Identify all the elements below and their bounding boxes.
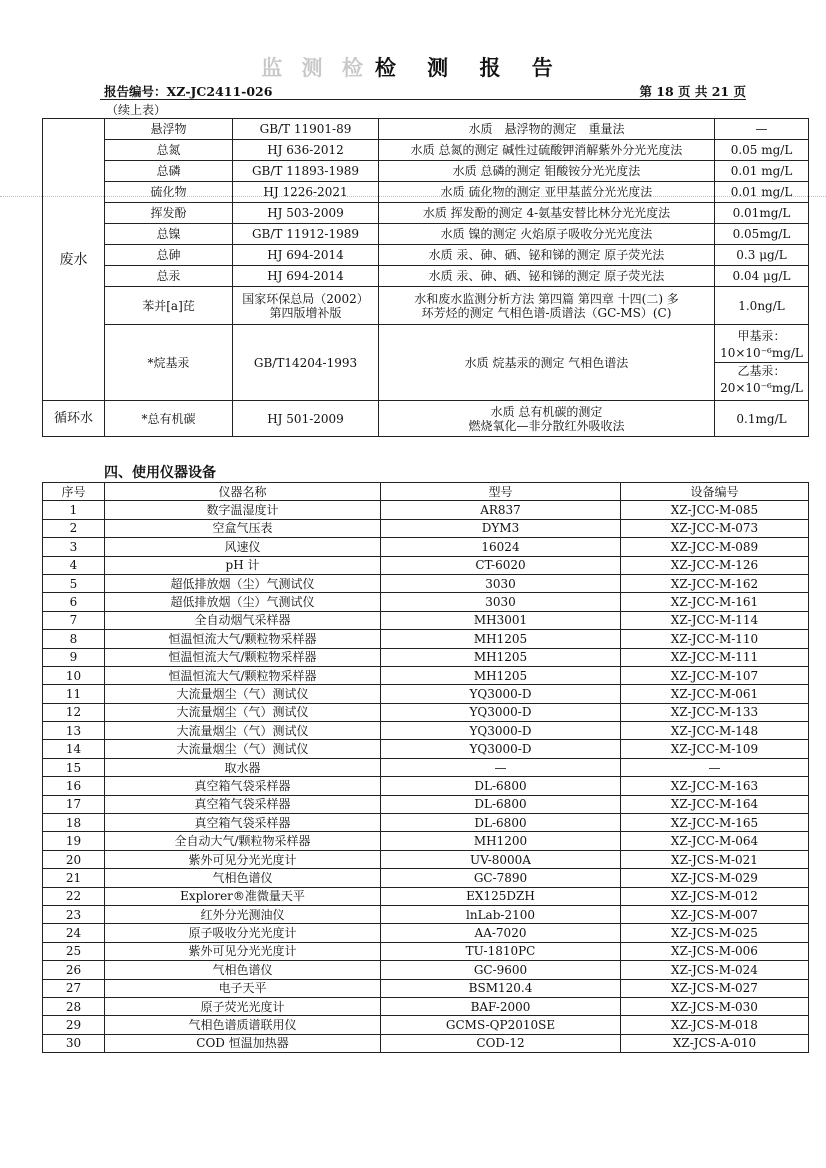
- method-line: 燃烧氧化—非分散红外吸收法: [468, 418, 625, 433]
- equipment-code-cell: XZ-JCC-M-085: [621, 501, 809, 519]
- equipment-code-cell: XZ-JCC-M-126: [621, 556, 809, 574]
- equipment-code-cell: XZ-JCC-M-163: [621, 777, 809, 795]
- index-cell: 10: [43, 666, 105, 684]
- standard-code: HJ 636-2012: [233, 140, 379, 161]
- method-line: 水和废水监测分析方法 第四篇 第四章 十四(二) 多: [414, 291, 679, 306]
- index-cell: 2: [43, 519, 105, 537]
- index-cell: 18: [43, 814, 105, 832]
- model-cell: AR837: [381, 501, 621, 519]
- equipment-code-cell: XZ-JCC-M-114: [621, 611, 809, 629]
- model-cell: DL-6800: [381, 795, 621, 813]
- instrument-name-cell: 大流量烟尘（气）测试仪: [105, 703, 381, 721]
- method-name: [379, 287, 715, 325]
- table-row: [43, 519, 809, 537]
- equipment-code-cell: XZ-JCC-M-164: [621, 795, 809, 813]
- index-cell: 12: [43, 703, 105, 721]
- equipment-code-cell: XZ-JCC-M-161: [621, 593, 809, 611]
- table-row: [43, 401, 809, 437]
- method-name: 水质 总氮的测定 碱性过硫酸钾消解紫外分光光度法: [379, 140, 715, 161]
- table-row: [43, 887, 809, 905]
- instrument-name-cell: 真空箱气袋采样器: [105, 814, 381, 832]
- equipment-code-cell: XZ-JCC-M-111: [621, 648, 809, 666]
- table-row: [43, 203, 809, 224]
- model-cell: GC-9600: [381, 961, 621, 979]
- scan-artifact-line: [0, 196, 826, 197]
- model-cell: BAF-2000: [381, 997, 621, 1015]
- equipment-code-cell: XZ-JCS-M-025: [621, 924, 809, 942]
- model-cell: MH3001: [381, 611, 621, 629]
- model-cell: GC-7890: [381, 869, 621, 887]
- standard-code: GB/T 11893-1989: [233, 161, 379, 182]
- equipment-code-cell: XZ-JCC-M-061: [621, 685, 809, 703]
- index-cell: 25: [43, 942, 105, 960]
- index-cell: 8: [43, 630, 105, 648]
- continued-label: （续上表）: [106, 103, 167, 117]
- category-cell: 废水: [43, 119, 105, 401]
- instrument-name-cell: Explorer®准微量天平: [105, 887, 381, 905]
- standard-code: GB/T 11912-1989: [233, 224, 379, 245]
- column-header-index: 序号: [43, 483, 105, 501]
- equipment-code-cell: XZ-JCS-M-018: [621, 1016, 809, 1034]
- item-name: 悬浮物: [105, 119, 233, 140]
- model-cell: BSM120.4: [381, 979, 621, 997]
- method-line: 环芳烃的测定 气相色谱-质谱法（GC-MS）(C): [421, 305, 672, 320]
- item-name: 挥发酚: [105, 203, 233, 224]
- standard-code: HJ 694-2014: [233, 266, 379, 287]
- model-cell: YQ3000-D: [381, 703, 621, 721]
- detection-limit: 0.05mg/L: [715, 224, 809, 245]
- category-cell: 循环水: [43, 401, 105, 437]
- method-name: 水质 汞、砷、硒、铋和锑的测定 原子荧光法: [379, 245, 715, 266]
- detection-limit: —: [715, 119, 809, 140]
- method-table: [42, 118, 809, 437]
- model-cell: DL-6800: [381, 814, 621, 832]
- limit-label: 乙基汞：: [737, 364, 786, 378]
- method-line: 水质 总有机碳的测定: [490, 404, 603, 419]
- instrument-name-cell: 大流量烟尘（气）测试仪: [105, 685, 381, 703]
- instrument-name-cell: 红外分光测油仪: [105, 905, 381, 923]
- table-row: [43, 979, 809, 997]
- index-cell: 28: [43, 997, 105, 1015]
- equipment-code-cell: XZ-JCC-M-107: [621, 666, 809, 684]
- detection-limit: 0.05 mg/L: [715, 140, 809, 161]
- method-name: 水质 悬浮物的测定 重量法: [379, 119, 715, 140]
- item-name: 总砷: [105, 245, 233, 266]
- table-row: [43, 224, 809, 245]
- model-cell: MH1200: [381, 832, 621, 850]
- page-title: [0, 52, 826, 82]
- model-cell: 3030: [381, 593, 621, 611]
- index-cell: 11: [43, 685, 105, 703]
- model-cell: MH1205: [381, 648, 621, 666]
- item-name: 苯并[a]芘: [105, 287, 233, 325]
- method-name: 水质 烷基汞的测定 气相色谱法: [379, 325, 715, 401]
- model-cell: lnLab-2100: [381, 905, 621, 923]
- table-row: [43, 740, 809, 758]
- report-number: 报告编号：XZ-JC2411-026: [104, 84, 273, 99]
- index-cell: 7: [43, 611, 105, 629]
- model-cell: CT-6020: [381, 556, 621, 574]
- standard-code: GB/T 11901-89: [233, 119, 379, 140]
- index-cell: 20: [43, 850, 105, 868]
- method-name: 水质 挥发酚的测定 4-氨基安替比林分光光度法: [379, 203, 715, 224]
- instrument-name-cell: 电子天平: [105, 979, 381, 997]
- index-cell: 22: [43, 887, 105, 905]
- detection-limit: [715, 325, 809, 401]
- model-cell: DYM3: [381, 519, 621, 537]
- instrument-name-cell: pH 计: [105, 556, 381, 574]
- method-name: 水质 总磷的测定 钼酸铵分光光度法: [379, 161, 715, 182]
- column-header-name: 仪器名称: [105, 483, 381, 501]
- index-cell: 1: [43, 501, 105, 519]
- model-cell: 3030: [381, 574, 621, 592]
- table-row: [43, 245, 809, 266]
- model-cell: YQ3000-D: [381, 685, 621, 703]
- instrument-name-cell: 恒温恒流大气/颗粒物采样器: [105, 648, 381, 666]
- table-row: [43, 556, 809, 574]
- table-row: [43, 795, 809, 813]
- instrument-name-cell: 大流量烟尘（气）测试仪: [105, 740, 381, 758]
- item-name: *总有机碳: [105, 401, 233, 437]
- instrument-name-cell: 紫外可见分光光度计: [105, 942, 381, 960]
- index-cell: 5: [43, 574, 105, 592]
- table-row: [43, 832, 809, 850]
- index-cell: 16: [43, 777, 105, 795]
- table-row: [43, 722, 809, 740]
- standard-code: HJ 694-2014: [233, 245, 379, 266]
- index-cell: 15: [43, 758, 105, 776]
- table-row: [43, 666, 809, 684]
- table-row: [43, 905, 809, 923]
- table-row: [43, 501, 809, 519]
- model-cell: YQ3000-D: [381, 722, 621, 740]
- item-name: 总氮: [105, 140, 233, 161]
- equipment-code-cell: XZ-JCC-M-064: [621, 832, 809, 850]
- index-cell: 3: [43, 538, 105, 556]
- table-row: [43, 266, 809, 287]
- index-cell: 4: [43, 556, 105, 574]
- equipment-code-cell: XZ-JCC-M-089: [621, 538, 809, 556]
- model-cell: MH1205: [381, 666, 621, 684]
- item-name: 总磷: [105, 161, 233, 182]
- detection-limit: 0.01 mg/L: [715, 161, 809, 182]
- equipment-code-cell: XZ-JCC-M-148: [621, 722, 809, 740]
- detection-limit: 0.3 μg/L: [715, 245, 809, 266]
- table-row: [43, 287, 809, 325]
- method-name: [379, 401, 715, 437]
- equipment-code-cell: XZ-JCS-M-006: [621, 942, 809, 960]
- table-row: [43, 119, 809, 140]
- equipment-code-cell: XZ-JCS-A-010: [621, 1034, 809, 1052]
- table-row: [43, 814, 809, 832]
- standard-line: 国家环保总局（2002）: [242, 291, 369, 306]
- instrument-name-cell: 数字温湿度计: [105, 501, 381, 519]
- table-row: [43, 325, 809, 401]
- equipment-code-cell: XZ-JCS-M-012: [621, 887, 809, 905]
- table-row: [43, 685, 809, 703]
- instrument-name-cell: 气相色谱仪: [105, 961, 381, 979]
- model-cell: GCMS-QP2010SE: [381, 1016, 621, 1034]
- standard-code: GB/T14204-1993: [233, 325, 379, 401]
- table-row: [43, 703, 809, 721]
- index-cell: 13: [43, 722, 105, 740]
- table-row: [43, 869, 809, 887]
- column-header-code: 设备编号: [621, 483, 809, 501]
- table-row: [43, 648, 809, 666]
- model-cell: YQ3000-D: [381, 740, 621, 758]
- instrument-name-cell: 大流量烟尘（气）测试仪: [105, 722, 381, 740]
- index-cell: 19: [43, 832, 105, 850]
- index-cell: 6: [43, 593, 105, 611]
- item-name: 总汞: [105, 266, 233, 287]
- equipment-code-cell: XZ-JCC-M-073: [621, 519, 809, 537]
- instrument-name-cell: 全自动烟气采样器: [105, 611, 381, 629]
- equipment-code-cell: XZ-JCS-M-024: [621, 961, 809, 979]
- model-cell: EX125DZH: [381, 887, 621, 905]
- index-cell: 17: [43, 795, 105, 813]
- model-cell: —: [381, 758, 621, 776]
- table-row: [43, 961, 809, 979]
- index-cell: 24: [43, 924, 105, 942]
- index-cell: 27: [43, 979, 105, 997]
- index-cell: 14: [43, 740, 105, 758]
- instrument-name-cell: 全自动大气/颗粒物采样器: [105, 832, 381, 850]
- table-row: [43, 574, 809, 592]
- model-cell: AA-7020: [381, 924, 621, 942]
- equipment-code-cell: —: [621, 758, 809, 776]
- equipment-code-cell: XZ-JCS-M-029: [621, 869, 809, 887]
- page-indicator: 第 18 页 共 21 页: [639, 84, 746, 99]
- table-row: [43, 538, 809, 556]
- instrument-name-cell: 恒温恒流大气/颗粒物采样器: [105, 630, 381, 648]
- model-cell: UV-8000A: [381, 850, 621, 868]
- detection-limit: 0.04 μg/L: [715, 266, 809, 287]
- equipment-code-cell: XZ-JCC-M-133: [621, 703, 809, 721]
- table-row: [43, 140, 809, 161]
- standard-code: HJ 1226-2021: [233, 182, 379, 203]
- table-row: [43, 611, 809, 629]
- table-row: [43, 850, 809, 868]
- instrument-name-cell: 恒温恒流大气/颗粒物采样器: [105, 666, 381, 684]
- table-row: [43, 161, 809, 182]
- instrument-name-cell: 超低排放烟（尘）气测试仪: [105, 593, 381, 611]
- index-cell: 30: [43, 1034, 105, 1052]
- instrument-name-cell: 超低排放烟（尘）气测试仪: [105, 574, 381, 592]
- method-name: 水质 硫化物的测定 亚甲基蓝分光光度法: [379, 182, 715, 203]
- table-row: [43, 758, 809, 776]
- column-header-model: 型号: [381, 483, 621, 501]
- index-cell: 29: [43, 1016, 105, 1034]
- table-row: [43, 942, 809, 960]
- limit-value: 10×10⁻⁶mg/L: [715, 345, 808, 363]
- instrument-name-cell: 取水器: [105, 758, 381, 776]
- table-row: [43, 997, 809, 1015]
- table-header-row: [43, 483, 809, 501]
- index-cell: 23: [43, 905, 105, 923]
- equipment-code-cell: XZ-JCS-M-027: [621, 979, 809, 997]
- equipment-code-cell: XZ-JCS-M-030: [621, 997, 809, 1015]
- table-row: [43, 777, 809, 795]
- table-row: [43, 182, 809, 203]
- standard-code: HJ 501-2009: [233, 401, 379, 437]
- table-row: [43, 924, 809, 942]
- model-cell: DL-6800: [381, 777, 621, 795]
- report-title: 检 测 报 告: [374, 55, 565, 80]
- model-cell: TU-1810PC: [381, 942, 621, 960]
- model-cell: 16024: [381, 538, 621, 556]
- instrument-name-cell: 空盒气压表: [105, 519, 381, 537]
- method-name: 水质 镍的测定 火焰原子吸收分光光度法: [379, 224, 715, 245]
- method-name: 水质 汞、砷、硒、铋和锑的测定 原子荧光法: [379, 266, 715, 287]
- instrument-name-cell: 紫外可见分光光度计: [105, 850, 381, 868]
- limit-label: 甲基汞：: [737, 329, 786, 343]
- header-divider: [100, 99, 746, 100]
- item-name: *烷基汞: [105, 325, 233, 401]
- instrument-name-cell: 真空箱气袋采样器: [105, 795, 381, 813]
- instrument-name-cell: 原子吸收分光光度计: [105, 924, 381, 942]
- instrument-name-cell: 原子荧光光度计: [105, 997, 381, 1015]
- equipment-code-cell: XZ-JCC-M-110: [621, 630, 809, 648]
- instrument-name-cell: COD 恒温加热器: [105, 1034, 381, 1052]
- index-cell: 26: [43, 961, 105, 979]
- detection-limit: 0.01mg/L: [715, 203, 809, 224]
- table-row: [43, 630, 809, 648]
- instrument-name-cell: 真空箱气袋采样器: [105, 777, 381, 795]
- equipment-code-cell: XZ-JCS-M-021: [621, 850, 809, 868]
- equipment-code-cell: XZ-JCC-M-162: [621, 574, 809, 592]
- limit-value: 20×10⁻⁶mg/L: [720, 381, 803, 395]
- equipment-code-cell: XZ-JCC-M-165: [621, 814, 809, 832]
- instrument-name-cell: 气相色谱仪: [105, 869, 381, 887]
- detection-limit: 0.1mg/L: [715, 401, 809, 437]
- model-cell: COD-12: [381, 1034, 621, 1052]
- detection-limit: 0.01 mg/L: [715, 182, 809, 203]
- standard-code: [233, 287, 379, 325]
- table-row: [43, 1016, 809, 1034]
- equipment-code-cell: XZ-JCS-M-007: [621, 905, 809, 923]
- section-heading: 四、使用仪器设备: [104, 465, 216, 481]
- equipment-rows: [43, 501, 809, 1053]
- item-name: 总镍: [105, 224, 233, 245]
- index-cell: 9: [43, 648, 105, 666]
- table-row: [43, 1034, 809, 1052]
- faded-stamp-text: 监 测 检: [261, 55, 369, 80]
- equipment-code-cell: XZ-JCC-M-109: [621, 740, 809, 758]
- detection-limit: 1.0ng/L: [715, 287, 809, 325]
- standard-line: 第四版增补版: [269, 305, 342, 320]
- item-name: 硫化物: [105, 182, 233, 203]
- table-row: [43, 593, 809, 611]
- instrument-name-cell: 风速仪: [105, 538, 381, 556]
- index-cell: 21: [43, 869, 105, 887]
- model-cell: MH1205: [381, 630, 621, 648]
- standard-code: HJ 503-2009: [233, 203, 379, 224]
- equipment-table: [42, 482, 809, 1053]
- instrument-name-cell: 气相色谱质谱联用仪: [105, 1016, 381, 1034]
